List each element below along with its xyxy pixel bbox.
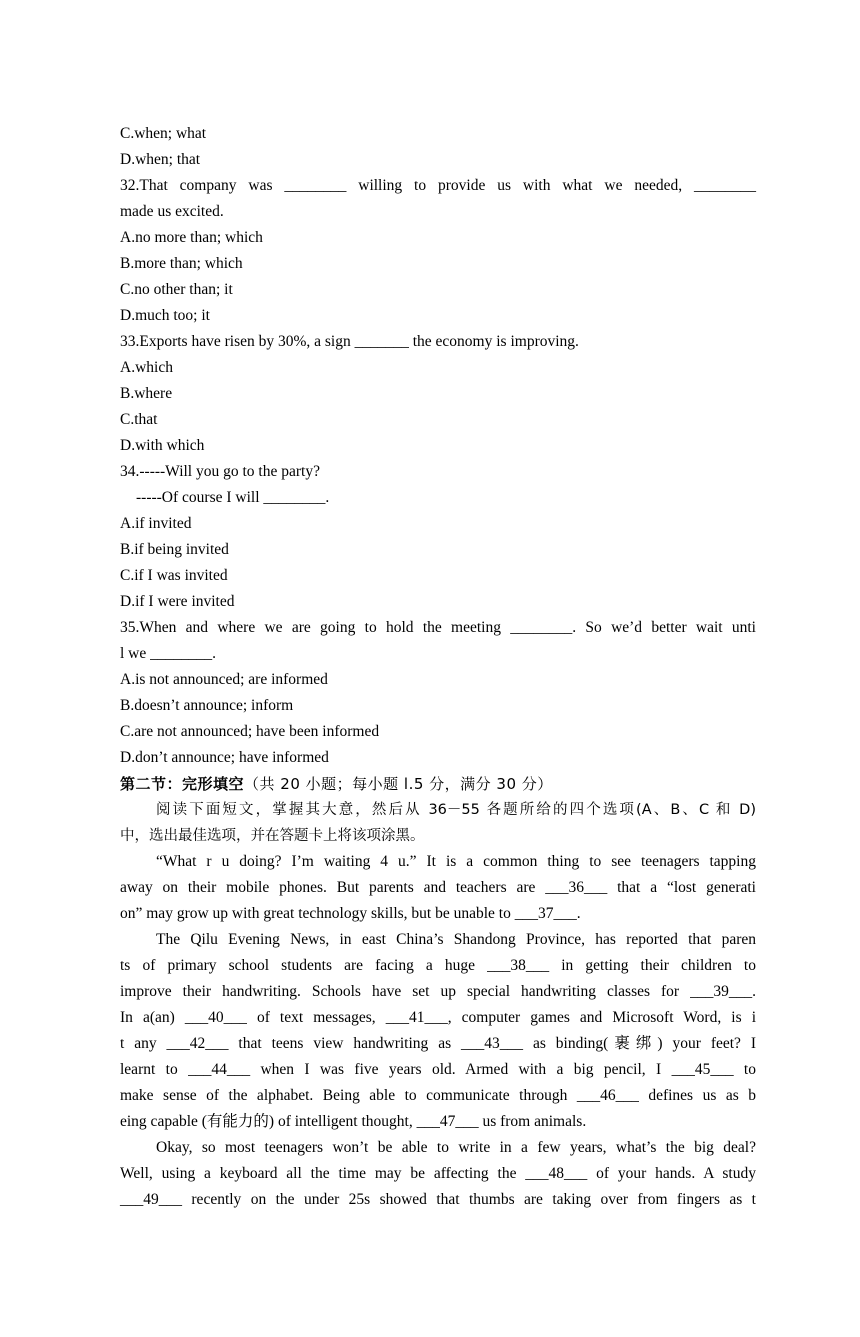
text-line: D.with which	[120, 437, 205, 454]
passage-line: ts of primary school students are facing a huge ___38___ in getting their children to	[120, 957, 756, 974]
text-line: C.that	[120, 411, 158, 428]
text-line: A.if invited	[120, 515, 192, 532]
text-line: C.if I was invited	[120, 567, 228, 584]
text-line: 34.-----Will you go to the party?	[120, 463, 320, 480]
passage-line: t any ___42___ that teens view handwriting as ___43___ as binding(裹绑) your feet? I	[120, 1035, 756, 1052]
passage-line: Okay, so most teenagers won’t be able to write in a few years, what’s the big deal?	[156, 1139, 756, 1156]
section-title: 第二节：完形填空	[120, 775, 245, 793]
text-line: made us excited.	[120, 203, 224, 220]
passage-line: eing capable (有能力的) of intelligent thought, ___47___ us from animals.	[120, 1113, 587, 1130]
text-line: D.much too; it	[120, 307, 210, 324]
passage-line: The Qilu Evening News, in east China’s Shandong Province, has reported that paren	[156, 931, 756, 948]
text-line: A.is not announced; are informed	[120, 671, 328, 688]
text-line: 35.When and where we are going to hold the meeting ________. So we’d better wait unti	[120, 619, 756, 636]
instruction-line: 中，选出最佳选项，并在答题卡上将该项涂黑。	[120, 828, 425, 844]
passage-line: In a(an) ___40___ of text messages, ___41___, computer games and Microsoft Word, is i	[120, 1009, 756, 1026]
passage-line: improve their handwriting. Schools have set up special handwriting classes for ___39___.	[120, 983, 756, 1000]
passage-line: learnt to ___44___ when I was five years old. Armed with a big pencil, I ___45___ to	[120, 1061, 756, 1078]
passage-line: make sense of the alphabet. Being able to communicate through ___46___ defines us as b	[120, 1087, 756, 1104]
text-line: 33.Exports have risen by 30%, a sign _______ the economy is improving.	[120, 333, 579, 350]
instructions-block	[120, 797, 756, 849]
text-line: A.no more than; which	[120, 229, 263, 246]
text-line: B.where	[120, 385, 173, 402]
text-line: D.if I were invited	[120, 593, 235, 610]
text-line: B.more than; which	[120, 255, 243, 272]
passage-line: “What r u doing? I’m waiting 4 u.” It is a common thing to see teenagers tapping	[156, 853, 756, 870]
text-line: A.which	[120, 359, 173, 376]
text-line: D.don’t announce; have informed	[120, 749, 329, 766]
passage-line: away on their mobile phones. But parents and teachers are ___36___ that a “lost generati	[120, 879, 756, 896]
text-line: B.doesn’t announce; inform	[120, 697, 294, 714]
section-subtitle: （共 20 小题；每小题 l.5 分，满分 30 分）	[244, 775, 553, 793]
passage-line: Well, using a keyboard all the time may be affecting the ___48___ of your hands. A study	[120, 1165, 756, 1182]
document-page	[120, 121, 756, 1213]
text-line: C.when; what	[120, 125, 207, 142]
section-heading	[120, 771, 756, 797]
text-line: D.when; that	[120, 151, 201, 168]
text-line: -----Of course I will ________.	[136, 489, 330, 506]
text-line: l we ________.	[120, 645, 217, 662]
passage-line: on” may grow up with great technology skills, but be unable to ___37___.	[120, 905, 581, 922]
text-line: B.if being invited	[120, 541, 229, 558]
cloze-passage	[120, 849, 756, 1213]
text-line: C.no other than; it	[120, 281, 233, 298]
question-options-block	[120, 121, 756, 771]
text-line: C.are not announced; have been informed	[120, 723, 380, 740]
instruction-line: 阅读下面短文，掌握其大意，然后从 36－55 各题所给的四个选项(A、B、C 和 D)	[156, 802, 756, 818]
passage-line: ___49___ recently on the under 25s showed that thumbs are taking over from fingers as t	[120, 1191, 756, 1208]
text-line: 32.That company was ________ willing to provide us with what we needed, ________	[120, 177, 756, 194]
